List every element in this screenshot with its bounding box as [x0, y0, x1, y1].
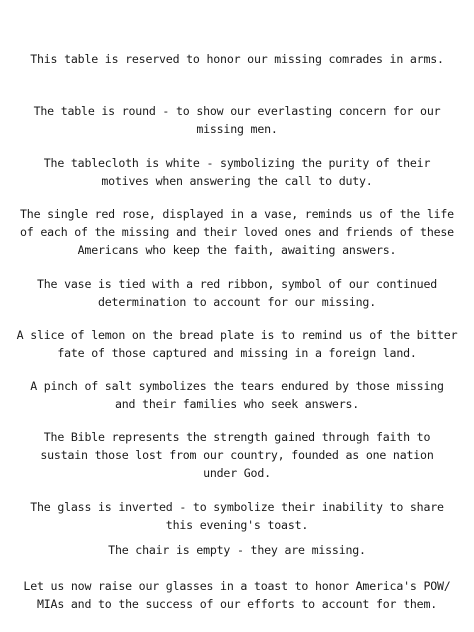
paragraph-line: sustain those lost from our country, founded as one nation [40, 448, 434, 462]
paragraph-line: Let us now raise our glasses in a toast to honor America's POW/ [23, 579, 451, 593]
paragraph-toast [0, 577, 474, 613]
paragraph-line: The tablecloth is white - symbolizing the purity of their [43, 156, 431, 170]
paragraph-line: determination to account for our missing. [98, 295, 376, 309]
paragraph-white-tablecloth [0, 154, 474, 190]
paragraph-inverted-glass [0, 498, 474, 534]
paragraph-line: The glass is inverted - to symbolize their inability to share [30, 500, 444, 514]
paragraph-line: this evening's toast. [165, 518, 309, 532]
paragraph-line: The Bible represents the strength gained through faith to [43, 430, 431, 444]
paragraph-round-table [0, 102, 474, 138]
paragraph-line: under God. [203, 466, 271, 480]
paragraph-line: of each of the missing and their loved ones and friends of these [20, 225, 454, 239]
paragraph-line: missing men. [196, 122, 278, 136]
paragraph-empty-chair [0, 541, 474, 559]
paragraph-line: The single red rose, displayed in a vase, reminds us of the life [20, 207, 454, 221]
paragraph-pinch-of-salt [0, 377, 474, 413]
paragraph-line: The chair is empty - they are missing. [108, 543, 366, 557]
paragraph-line: The table is round - to show our everlasting concern for our [33, 104, 441, 118]
paragraph-red-ribbon [0, 275, 474, 311]
paragraph-line: A pinch of salt symbolizes the tears endured by those missing [30, 379, 444, 393]
paragraph-line: motives when answering the call to duty. [101, 174, 373, 188]
paragraph-reserved-table [0, 50, 474, 68]
paragraph-line: Americans who keep the faith, awaiting answers. [77, 243, 397, 257]
paragraph-line: This table is reserved to honor our missing comrades in arms. [30, 52, 444, 66]
paragraph-red-rose [0, 205, 474, 259]
paragraph-line: fate of those captured and missing in a foreign land. [57, 346, 417, 360]
paragraph-lemon-slice [0, 326, 474, 362]
paragraph-line: MIAs and to the success of our efforts to account for them. [36, 597, 438, 611]
paragraph-line: and their families who seek answers. [114, 397, 360, 411]
paragraph-line: A slice of lemon on the bread plate is to remind us of the bitter [16, 328, 458, 342]
paragraph-line: The vase is tied with a red ribbon, symbol of our continued [36, 277, 438, 291]
paragraph-bible [0, 428, 474, 482]
